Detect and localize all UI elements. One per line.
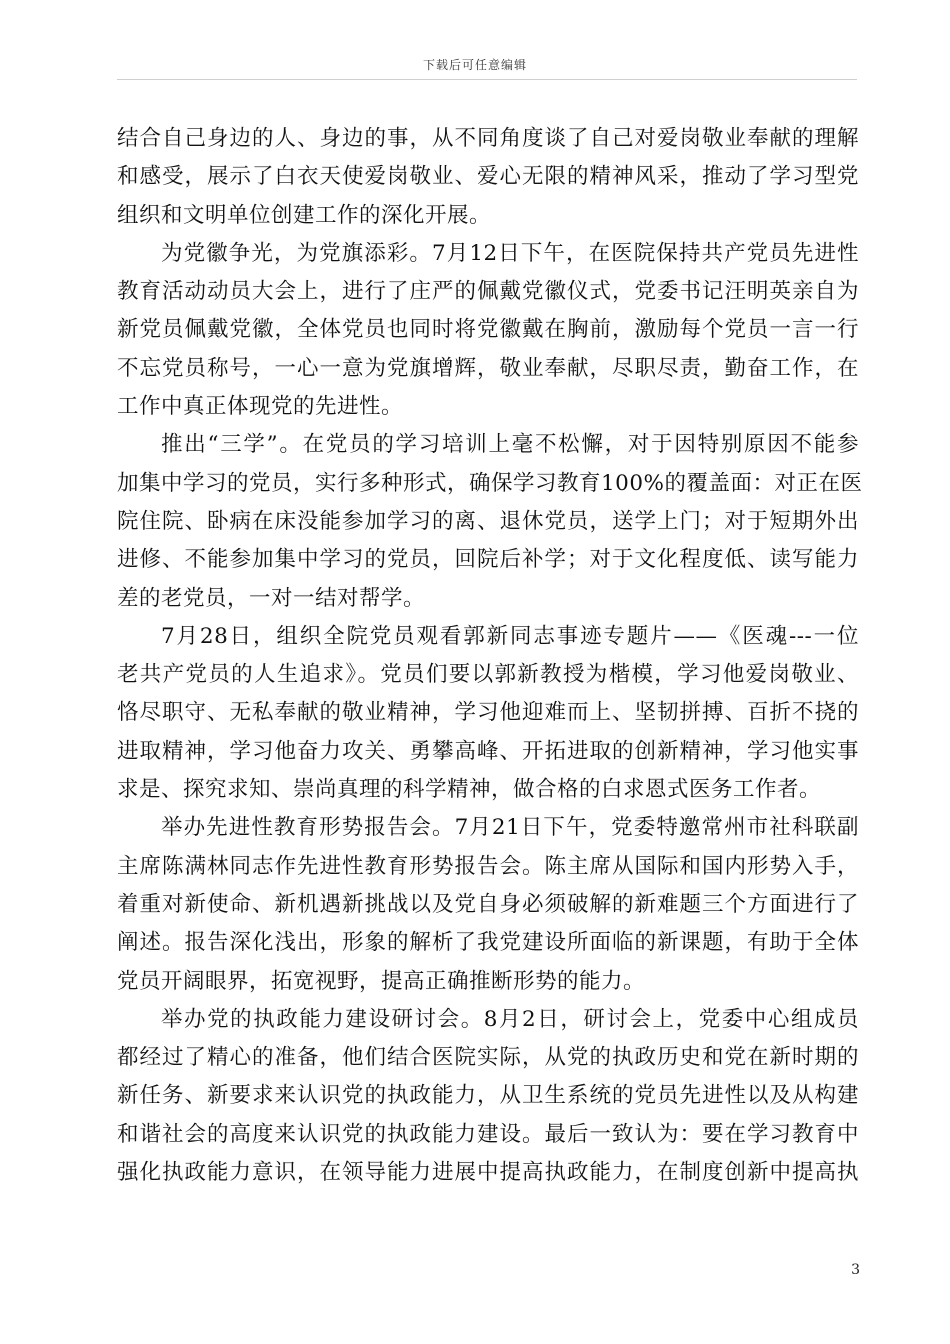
text-line: 着重对新使命、新机遇新挑战以及党自身必须破解的新难题三个方面进行了 (117, 891, 859, 917)
text-line: 工作中真正体现党的先进性。 (117, 394, 404, 420)
paragraph-first-line: 7月28日，组织全院党员观看郭新同志事迹专题片——《医魂---一位 (161, 623, 859, 649)
text-line: 老共产党员的人生追求》。党员们要以郭新教授为楷模，学习他爱岗敬业、 (117, 662, 859, 688)
text-line: 结合自己身边的人、身边的事，从不同角度谈了自己对爱岗敬业奉献的理解 (117, 126, 859, 151)
paragraph-first-line: 举办党的执政能力建设研讨会。8月2日，研讨会上，党委中心组成员 (161, 1006, 859, 1032)
text-line: 求是、探究求知、崇尚真理的科学精神，做合格的白求恩式医务工作者。 (117, 777, 822, 803)
paragraph-first-line: 为党徽争光，为党旗添彩。7月12日下午，在医院保持共产党员先进性 (161, 240, 859, 266)
text-line: 差的老党员，一对一结对帮学。 (117, 585, 426, 611)
text-line: 主席陈满林同志作先进性教育形势报告会。陈主席从国际和国内形势入手， (117, 853, 859, 879)
text-line: 院住院、卧病在床没能参加学习的离、退休党员，送学上门；对于短期外出 (117, 508, 859, 534)
text-line: 进取精神，学习他奋力攻关、勇攀高峰、开拓进取的创新精神，学习他实事 (117, 738, 859, 764)
text-line: 进修、不能参加集中学习的党员，回院后补学；对于文化程度低、读写能力 (117, 547, 859, 573)
document-body (117, 120, 863, 1192)
page-number: 3 (851, 1262, 860, 1278)
text-line: 和谐社会的高度来认识党的执政能力建设。最后一致认为：要在学习教育中 (117, 1121, 859, 1147)
text-line: 加集中学习的党员，实行多种形式，确保学习教育100%的覆盖面：对正在医 (117, 470, 863, 496)
text-line: 恪尽职守、无私奉献的敬业精神，学习他迎难而上、坚韧拼搏、百折不挠的 (117, 700, 859, 726)
header-divider (117, 79, 857, 80)
text-line: 教育活动动员大会上，进行了庄严的佩戴党徽仪式，党委书记汪明英亲自为 (117, 279, 859, 305)
text-line: 阐述。报告深化浅出，形象的解析了我党建设所面临的新课题，有助于全体 (117, 930, 859, 956)
text-line: 新任务、新要求来认识党的执政能力，从卫生系统的党员先进性以及从构建 (117, 1083, 859, 1109)
text-line: 不忘党员称号，一心一意为党旗增辉，敬业奉献，尽职尽责，勤奋工作，在 (117, 355, 859, 381)
paragraph-first-line: 推出“三学”。在党员的学习培训上毫不松懈，对于因特别原因不能参 (161, 432, 859, 458)
text-line: 强化执政能力意识，在领导能力进展中提高执政能力，在制度创新中提高执 (117, 1160, 859, 1186)
text-line: 党员开阔眼界，拓宽视野，提高正确推断形势的能力。 (117, 968, 646, 994)
paragraph-first-line: 举办先进性教育形势报告会。7月21日下午，党委特邀常州市社科联副 (161, 815, 859, 841)
text-line: 新党员佩戴党徽，全体党员也同时将党徽戴在胸前，激励每个党员一言一行 (117, 317, 859, 343)
text-line: 都经过了精心的准备，他们结合医院实际，从党的执政历史和党在新时期的 (117, 1045, 859, 1071)
text-line: 和感受，展示了白衣天使爱岗敬业、爱心无限的精神风采，推动了学习型党 (117, 164, 859, 190)
text-line: 组织和文明单位创建工作的深化开展。 (117, 202, 492, 228)
page-header: 下载后可任意编辑 (422, 58, 527, 72)
